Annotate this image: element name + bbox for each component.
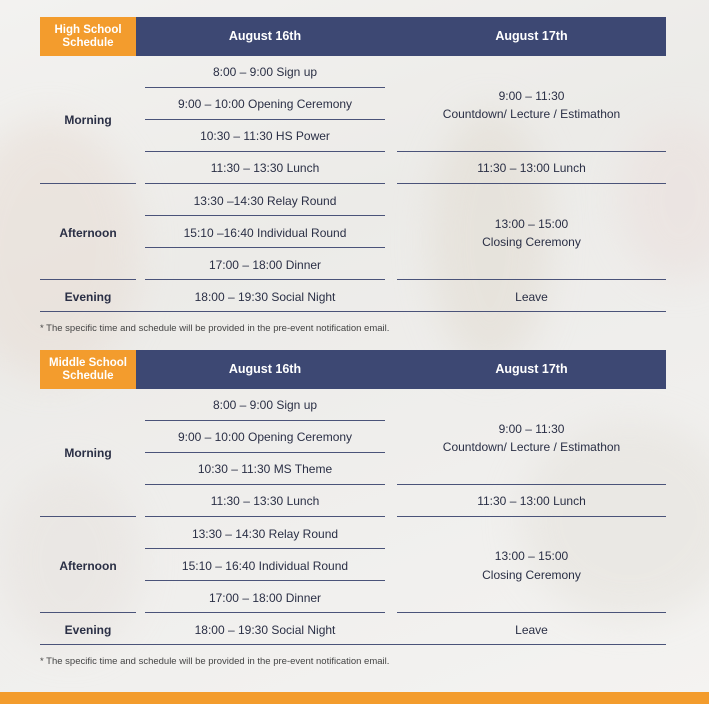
background-photo-blur [620, 120, 709, 280]
row-divider [145, 279, 385, 280]
day1-row: 13:30 –14:30 Relay Round [193, 194, 337, 208]
day2-morning-time: 9:00 – 11:30 [498, 89, 565, 103]
row-divider [145, 183, 385, 184]
row-divider [145, 548, 385, 549]
row-divider [145, 119, 385, 120]
day2-evening: Leave [515, 623, 548, 637]
day1-row: 8:00 – 9:00 Sign up [212, 65, 318, 79]
schedule-label: High School Schedule [40, 17, 136, 56]
row-divider [145, 151, 385, 152]
row-divider [145, 580, 385, 581]
background-photo-blur [0, 120, 140, 380]
day1-row: 13:30 – 14:30 Relay Round [191, 527, 339, 541]
day2-header: August 17th [495, 362, 568, 376]
day1-row: 11:30 – 13:30 Lunch [210, 161, 320, 175]
day1-row: 15:10 – 16:40 Individual Round [181, 559, 349, 573]
row-divider [397, 279, 666, 280]
day1-row: 10:30 – 11:30 HS Power [200, 129, 330, 143]
row-divider [145, 516, 385, 517]
row-divider [145, 87, 385, 88]
day2-lunch: 11:30 – 13:00 Lunch [477, 494, 586, 508]
row-divider [397, 484, 666, 485]
day2-evening: Leave [515, 290, 548, 304]
row-divider [145, 215, 385, 216]
row-divider [40, 516, 136, 517]
period-afternoon: Afternoon [59, 559, 117, 573]
footnote: * The specific time and schedule will be provided in the pre-event notification email. [40, 323, 390, 334]
day1-row: 15:10 –16:40 Individual Round [183, 226, 347, 240]
day1-header: August 16th [228, 29, 302, 43]
row-divider [145, 247, 385, 248]
day2-morning-event: Countdown/ Lecture / Estimathon [442, 107, 621, 121]
day2-morning-time: 9:00 – 11:30 [498, 422, 565, 436]
day1-header: August 16th [228, 362, 302, 376]
row-divider [40, 183, 136, 184]
period-morning: Morning [64, 446, 112, 460]
day2-closing-event: Closing Ceremony [482, 568, 581, 582]
table-bottom-border [40, 311, 666, 312]
day2-lunch: 11:30 – 13:00 Lunch [477, 161, 586, 175]
row-divider [397, 151, 666, 152]
period-morning: Morning [64, 113, 112, 127]
row-divider [145, 484, 385, 485]
day1-row: 18:00 – 19:30 Social Night [194, 623, 336, 637]
row-divider [397, 612, 666, 613]
table-bottom-border [40, 644, 666, 645]
row-divider [40, 612, 136, 613]
day1-row: 17:00 – 18:00 Dinner [208, 591, 322, 605]
row-divider [145, 420, 385, 421]
row-divider [397, 516, 666, 517]
day1-row: 9:00 – 10:00 Opening Ceremony [177, 97, 353, 111]
day1-row: 9:00 – 10:00 Opening Ceremony [177, 430, 353, 444]
row-divider [145, 452, 385, 453]
day2-closing-event: Closing Ceremony [482, 235, 581, 249]
row-divider [397, 183, 666, 184]
day2-closing-time: 13:00 – 15:00 [494, 217, 569, 231]
period-afternoon: Afternoon [59, 226, 117, 240]
period-evening: Evening [64, 290, 112, 304]
row-divider [145, 612, 385, 613]
bottom-accent-bar [0, 692, 709, 704]
row-divider [40, 279, 136, 280]
day1-row: 18:00 – 19:30 Social Night [194, 290, 336, 304]
day2-header: August 17th [495, 29, 568, 43]
footnote: * The specific time and schedule will be provided in the pre-event notification email. [40, 656, 390, 667]
day2-closing-time: 13:00 – 15:00 [494, 549, 569, 563]
schedule-header [40, 17, 666, 56]
day1-row: 10:30 – 11:30 MS Theme [197, 462, 333, 476]
day1-row: 17:00 – 18:00 Dinner [208, 258, 322, 272]
day1-row: 11:30 – 13:30 Lunch [210, 494, 320, 508]
period-evening: Evening [64, 623, 112, 637]
schedule-label: Middle School Schedule [40, 350, 136, 389]
day2-morning-event: Countdown/ Lecture / Estimathon [442, 440, 621, 454]
schedule-header [40, 350, 666, 389]
day1-row: 8:00 – 9:00 Sign up [212, 398, 318, 412]
